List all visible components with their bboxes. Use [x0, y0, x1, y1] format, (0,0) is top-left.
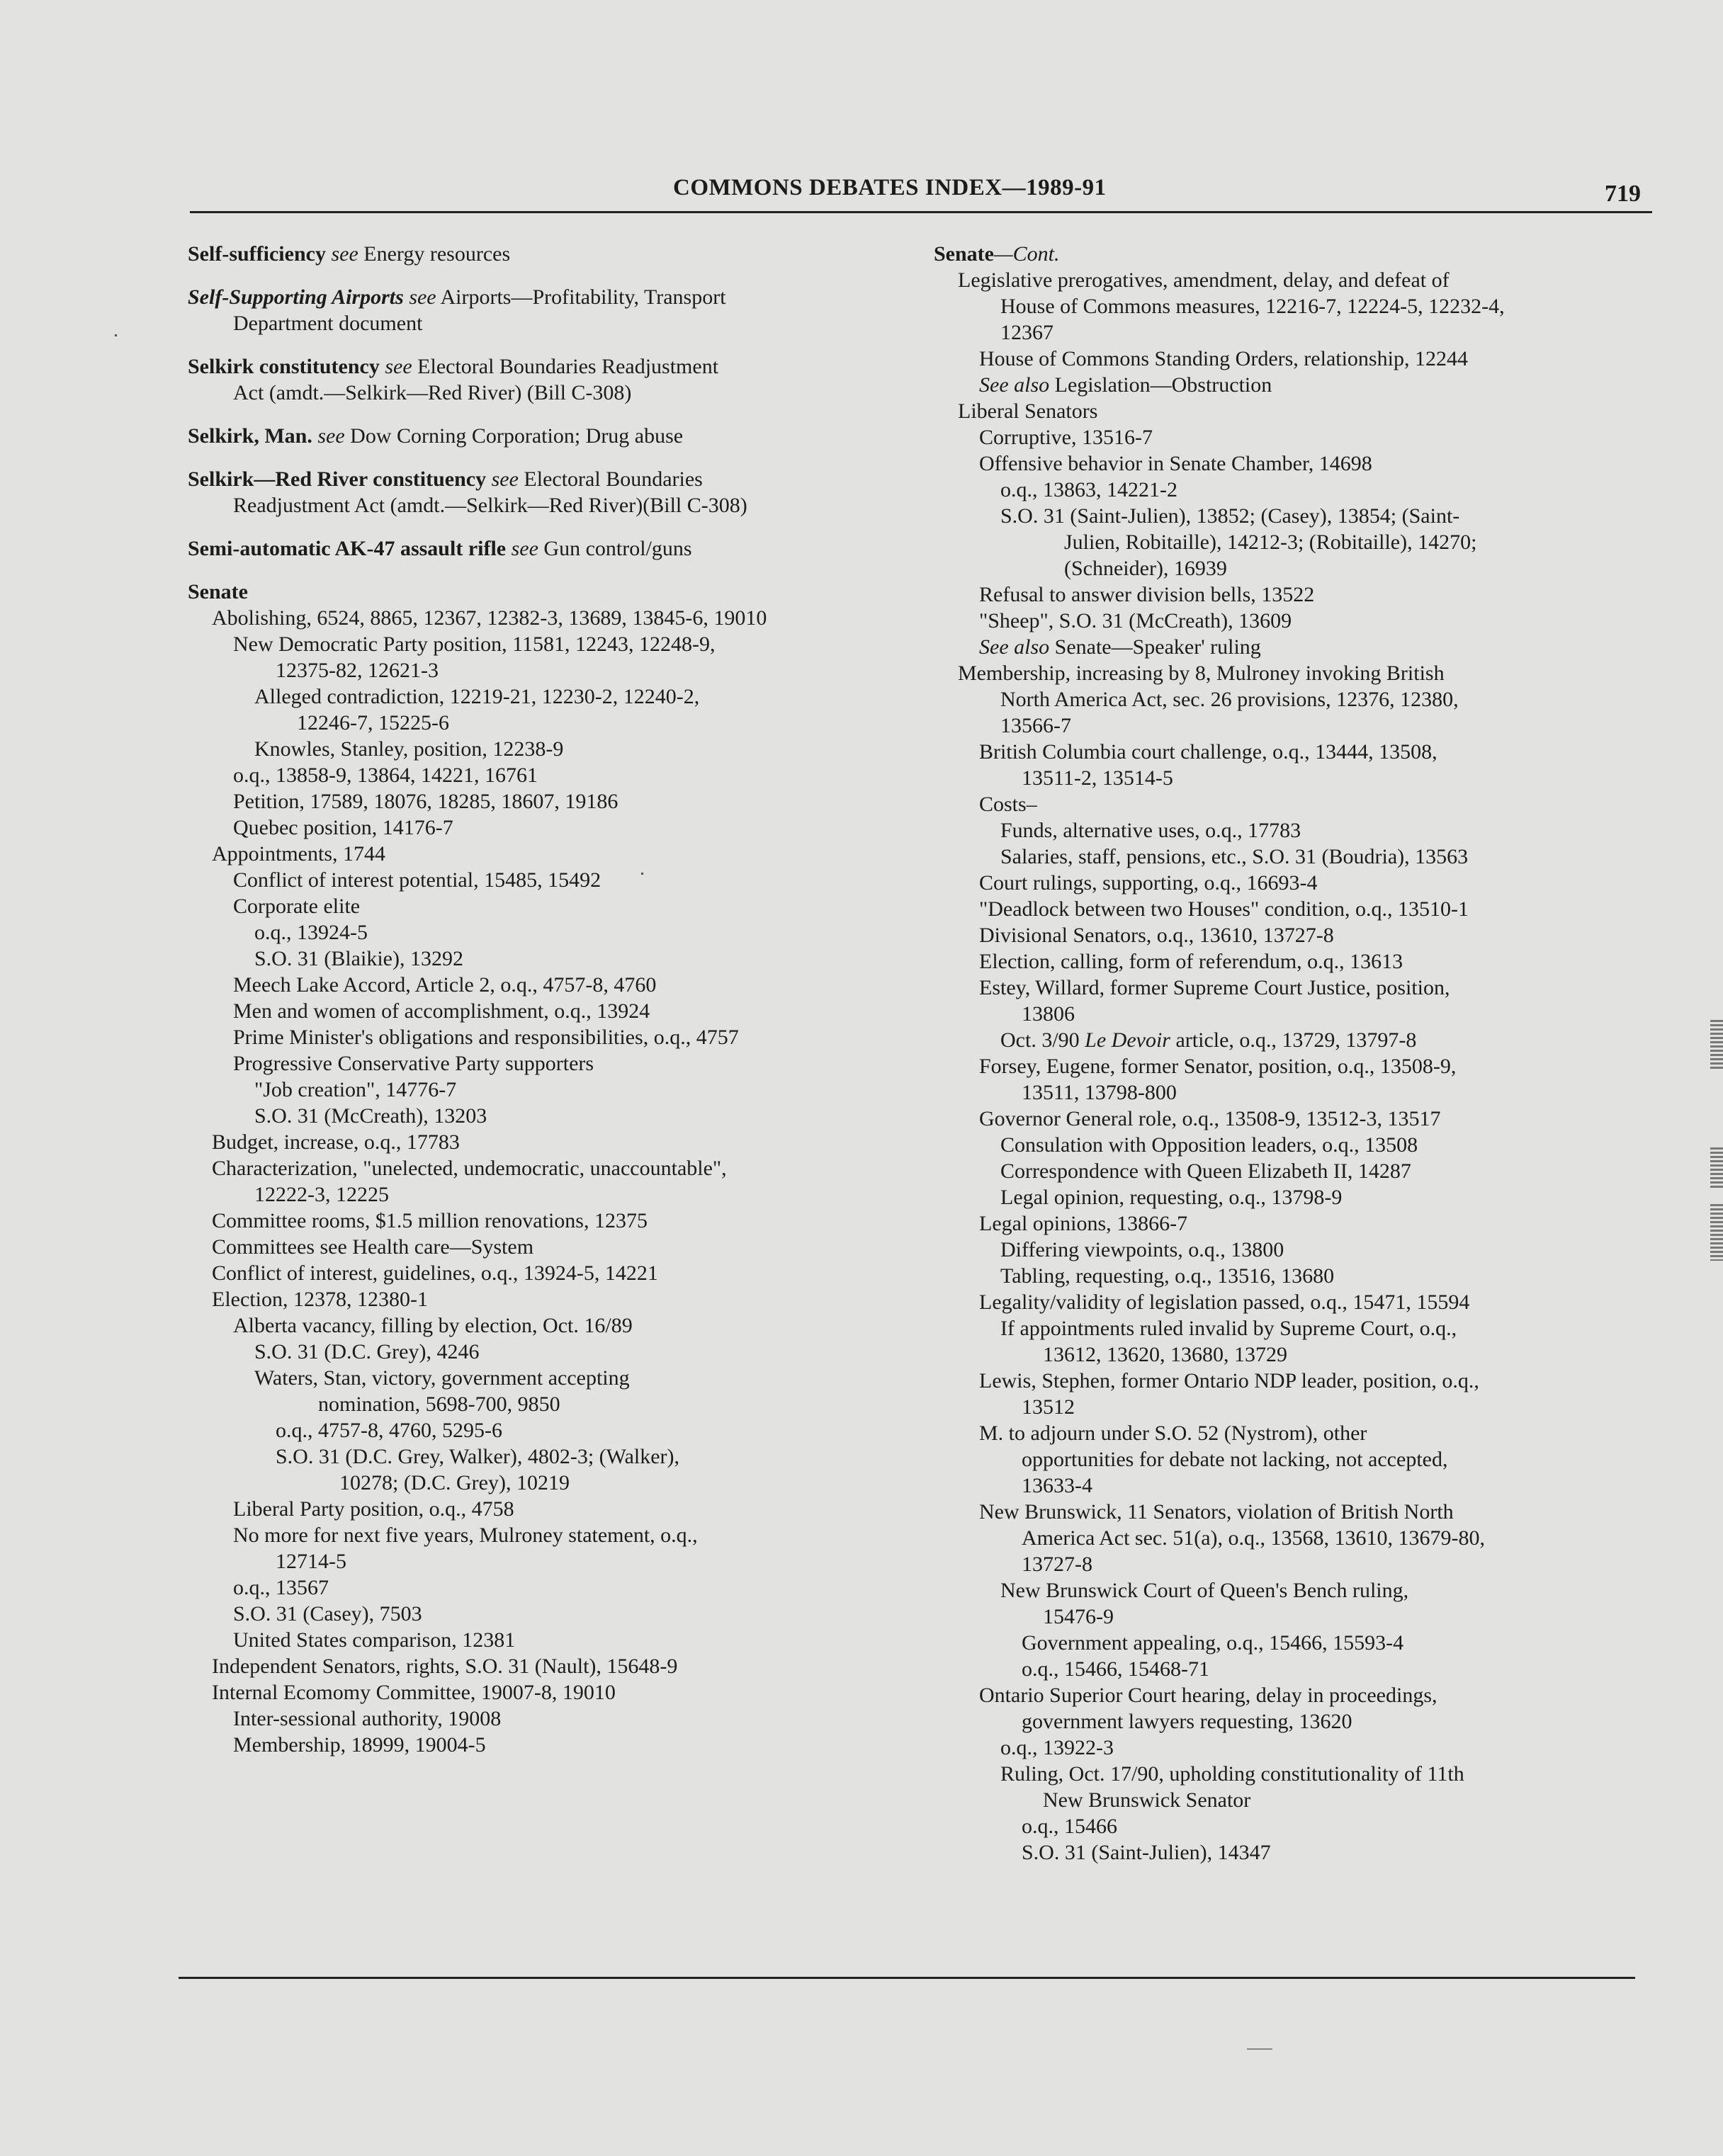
- index-entry: [188, 972, 903, 998]
- heading-term: Selkirk—Red River constituency: [188, 467, 487, 491]
- index-entry: [934, 1735, 1649, 1761]
- entry-text: Conflict of interest potential, 15485, 15492: [233, 868, 601, 892]
- index-entry: [934, 791, 1649, 817]
- entry-text: Abolishing, 6524, 8865, 12367, 12382-3, 13689, 13845-6, 19010: [212, 606, 767, 630]
- entry-text: 13633-4: [1022, 1474, 1092, 1497]
- index-entry: [188, 1312, 903, 1339]
- index-entry: [934, 555, 1649, 581]
- entry-text: S.O. 31 (McCreath), 13203: [254, 1104, 487, 1128]
- entry-text: article, o.q., 13729, 13797-8: [1175, 1028, 1417, 1052]
- entry-text: America Act sec. 51(a), o.q., 13568, 13610, 13679-80,: [1022, 1526, 1486, 1550]
- index-heading: [188, 535, 903, 562]
- entry-text: Knowles, Stanley, position, 12238-9: [254, 737, 564, 761]
- entry-text: New Brunswick, 11 Senators, violation of British North: [979, 1500, 1454, 1524]
- entry-text: Corruptive, 13516-7: [979, 426, 1153, 449]
- index-entry: [934, 450, 1649, 477]
- index-entry: [934, 1263, 1649, 1289]
- see-reference-marker: see: [317, 424, 345, 448]
- entry-text: Characterization, "unelected, undemocratic, unaccountable",: [212, 1157, 727, 1180]
- see-reference-target: Dow Corning Corporation; Drug abuse: [350, 424, 684, 448]
- entry-text: o.q., 4757-8, 4760, 5295-6: [276, 1419, 502, 1442]
- index-entry: [188, 841, 903, 867]
- index-entry: [934, 870, 1649, 896]
- index-entry: [934, 372, 1649, 398]
- entry-text: Petition, 17589, 18076, 18285, 18607, 19186: [233, 790, 618, 813]
- index-entry: [934, 1001, 1649, 1027]
- entry-text: Legislative prerogatives, amendment, delay, and defeat of: [958, 268, 1450, 292]
- index-entry: [188, 1339, 903, 1365]
- continued-marker: —Cont.: [994, 242, 1060, 266]
- index-entry: [934, 1630, 1649, 1656]
- index-heading: [188, 579, 903, 605]
- entry-text: Election, 12378, 12380-1: [212, 1288, 428, 1311]
- index-entry: [934, 1787, 1649, 1813]
- see-reference-target: Electoral Boundaries Readjustment: [417, 355, 719, 378]
- scan-speck: [1247, 2048, 1272, 2050]
- header-rule: [190, 211, 1652, 213]
- entry-text: Legality/validity of legislation passed, o.q., 15471, 15594: [979, 1290, 1470, 1314]
- heading-term: Senate: [188, 580, 248, 603]
- index-entry: [934, 503, 1649, 529]
- index-entry: [188, 788, 903, 815]
- entry-text: 13806: [1022, 1002, 1075, 1026]
- index-entry: [934, 1132, 1649, 1158]
- index-entry: [934, 1656, 1649, 1682]
- scan-edge-mark: [1710, 1020, 1723, 1070]
- index-entry: [934, 1551, 1649, 1577]
- index-entry: [934, 346, 1649, 372]
- entry-text: S.O. 31 (D.C. Grey), 4246: [254, 1340, 480, 1363]
- entry-text: Legal opinions, 13866-7: [979, 1212, 1188, 1235]
- entry-text: Conflict of interest, guidelines, o.q., 13924-5, 14221: [212, 1261, 658, 1285]
- entry-text: House of Commons Standing Orders, relationship, 12244: [979, 347, 1468, 370]
- entry-text: Correspondence with Queen Elizabeth II, 14287: [1000, 1159, 1411, 1183]
- index-entry: [934, 1053, 1649, 1079]
- see-also-target: Legislation—Obstruction: [1054, 373, 1272, 397]
- index-entry: [188, 1522, 903, 1548]
- entry-text: Ruling, Oct. 17/90, upholding constitutionality of 11th: [1000, 1762, 1464, 1786]
- entry-text: New Brunswick Court of Queen's Bench ruling,: [1000, 1579, 1409, 1602]
- entry-text: Liberal Senators: [958, 399, 1098, 423]
- entry-text: o.q., 15466, 15468-71: [1022, 1657, 1209, 1681]
- index-entry: [934, 1210, 1649, 1237]
- entry-text: New Democratic Party position, 11581, 12243, 12248-9,: [233, 632, 716, 656]
- index-entry: [188, 380, 903, 406]
- entry-text: Membership, 18999, 19004-5: [233, 1733, 486, 1757]
- entry-text: "Deadlock between two Houses" condition, o.q., 13510-1: [979, 897, 1469, 921]
- entry-text: No more for next five years, Mulroney statement, o.q.,: [233, 1524, 698, 1547]
- entry-text: United States comparison, 12381: [233, 1628, 516, 1652]
- index-entry: [934, 1682, 1649, 1708]
- see-also-marker: See also: [979, 373, 1050, 397]
- index-entry: [188, 1077, 903, 1103]
- entry-text: o.q., 13567: [233, 1576, 329, 1599]
- index-entry: [188, 657, 903, 683]
- entry-text: Waters, Stan, victory, government accepting: [254, 1366, 630, 1390]
- index-entry: [188, 867, 903, 893]
- entry-text: 15476-9: [1043, 1605, 1114, 1628]
- entry-text: 13727-8: [1022, 1553, 1092, 1576]
- entry-text: 12246-7, 15225-6: [297, 711, 449, 734]
- index-entry: [188, 815, 903, 841]
- index-entry: [934, 739, 1649, 765]
- index-entry: [188, 1443, 903, 1470]
- entry-text: Alberta vacancy, filling by election, Oct. 16/89: [233, 1314, 633, 1337]
- entry-text: 13566-7: [1000, 714, 1071, 737]
- heading-term: Selkirk constitutency: [188, 355, 380, 378]
- index-entry: [934, 1420, 1649, 1446]
- see-reference-target: Energy resources: [363, 242, 511, 266]
- index-entry: [934, 634, 1649, 660]
- entry-text: Divisional Senators, o.q., 13610, 13727-8: [979, 924, 1334, 947]
- index-entry: [188, 710, 903, 736]
- see-reference-marker: see: [491, 467, 519, 491]
- index-entry: [934, 948, 1649, 975]
- entry-text: Election, calling, form of referendum, o.q., 13613: [979, 950, 1403, 973]
- index-entry: [188, 1155, 903, 1181]
- entry-text: Committee rooms, $1.5 million renovations, 12375: [212, 1209, 648, 1232]
- entry-text: 13612, 13620, 13680, 13729: [1043, 1343, 1287, 1366]
- index-entry: [188, 683, 903, 710]
- index-entry: [188, 1575, 903, 1601]
- index-entry: [934, 1839, 1649, 1866]
- index-entry: [188, 1234, 903, 1260]
- entry-text: North America Act, sec. 26 provisions, 12376, 12380,: [1000, 688, 1459, 711]
- index-entry: [934, 1394, 1649, 1420]
- see-reference-target: Gun control/guns: [543, 537, 692, 560]
- page-number: 719: [1605, 181, 1641, 207]
- entry-text: 13512: [1022, 1395, 1075, 1419]
- index-entry: [934, 267, 1649, 293]
- index-entry: [188, 310, 903, 336]
- entry-text: Readjustment Act (amdt.—Selkirk—Red River)(Bill C-308): [233, 494, 747, 517]
- entry-text: 12367: [1000, 321, 1053, 344]
- index-entry: [188, 1706, 903, 1732]
- entry-text: Corporate elite: [233, 895, 361, 918]
- scan-speck: [115, 334, 117, 336]
- index-entry: [188, 1024, 903, 1050]
- index-entry: [934, 1708, 1649, 1735]
- entry-text: Prime Minister's obligations and responsibilities, o.q., 4757: [233, 1026, 739, 1049]
- entry-text: 12222-3, 12225: [254, 1183, 389, 1206]
- index-entry: [934, 1106, 1649, 1132]
- index-entry: [188, 1601, 903, 1627]
- footer-rule: [179, 1977, 1635, 1979]
- index-entry: [934, 765, 1649, 791]
- index-entry: [934, 1577, 1649, 1604]
- index-entry: [934, 424, 1649, 450]
- index-heading: [188, 353, 903, 380]
- entry-text: Lewis, Stephen, former Ontario NDP leader, position, o.q.,: [979, 1369, 1479, 1392]
- index-entry: [188, 736, 903, 762]
- index-entry: [934, 1237, 1649, 1263]
- index-heading: [934, 241, 1649, 267]
- entry-text: (Schneider), 16939: [1064, 557, 1227, 580]
- entry-text: Court rulings, supporting, o.q., 16693-4: [979, 871, 1318, 895]
- entry-text: Government appealing, o.q., 15466, 15593-4: [1022, 1631, 1404, 1655]
- entry-text: Forsey, Eugene, former Senator, position, o.q., 13508-9,: [979, 1055, 1457, 1078]
- index-entry: [934, 922, 1649, 948]
- entry-text: 13511-2, 13514-5: [1022, 766, 1173, 790]
- index-entry: [934, 1761, 1649, 1787]
- entry-text: New Brunswick Senator: [1043, 1788, 1251, 1812]
- entry-text: M. to adjourn under S.O. 52 (Nystrom), other: [979, 1422, 1367, 1445]
- entry-text: Costs–: [979, 793, 1037, 816]
- index-entry: [188, 1417, 903, 1443]
- entry-text: o.q., 13922-3: [1000, 1736, 1114, 1759]
- entry-text: Offensive behavior in Senate Chamber, 14698: [979, 452, 1372, 475]
- entry-text: Tabling, requesting, o.q., 13516, 13680: [1000, 1264, 1335, 1288]
- index-entry: [188, 919, 903, 946]
- index-entry: [934, 1315, 1649, 1341]
- index-entry: [188, 1181, 903, 1208]
- index-entry: [188, 1103, 903, 1129]
- index-entry: [188, 1732, 903, 1758]
- entry-text: "Sheep", S.O. 31 (McCreath), 13609: [979, 609, 1292, 632]
- index-entry: [934, 1499, 1649, 1525]
- index-entry: [188, 1208, 903, 1234]
- entry-text: Independent Senators, rights, S.O. 31 (Nault), 15648-9: [212, 1655, 678, 1678]
- entry-text: S.O. 31 (Casey), 7503: [233, 1602, 422, 1625]
- entry-text: Alleged contradiction, 12219-21, 12230-2, 12240-2,: [254, 685, 700, 708]
- see-reference-marker: see: [511, 537, 538, 560]
- index-entry: [188, 1286, 903, 1312]
- index-entry: [934, 398, 1649, 424]
- see-reference-marker: see: [409, 285, 436, 309]
- index-entry: [188, 1260, 903, 1286]
- index-entry: [188, 1679, 903, 1706]
- see-reference-marker: see: [385, 355, 412, 378]
- heading-term: Senate: [934, 242, 994, 266]
- index-heading: [188, 423, 903, 449]
- index-entry: [188, 1470, 903, 1496]
- entry-text: Funds, alternative uses, o.q., 17783: [1000, 819, 1301, 842]
- entry-text: Ontario Superior Court hearing, delay in proceedings,: [979, 1684, 1437, 1707]
- entry-text: S.O. 31 (Saint-Julien), 13852; (Casey), 13854; (Saint-: [1000, 504, 1460, 528]
- entry-text: S.O. 31 (D.C. Grey, Walker), 4802-3; (Walker),: [276, 1445, 680, 1468]
- entry-text: 10278; (D.C. Grey), 10219: [339, 1471, 570, 1494]
- scan-speck: [641, 873, 643, 875]
- entry-text: Julien, Robitaille), 14212-3; (Robitaille), 14270;: [1064, 531, 1477, 554]
- entry-text: nomination, 5698-700, 9850: [318, 1392, 560, 1416]
- index-entry: [188, 1496, 903, 1522]
- scan-edge-mark: [1710, 1204, 1723, 1261]
- index-entry: [188, 492, 903, 518]
- index-entry: [934, 1473, 1649, 1499]
- entry-text: British Columbia court challenge, o.q., 13444, 13508,: [979, 740, 1437, 764]
- see-also-marker: See also: [979, 635, 1050, 659]
- heading-term: Self-Supporting Airports: [188, 285, 404, 309]
- publication-title: Le Devoir: [1085, 1028, 1170, 1052]
- index-entry: [188, 605, 903, 631]
- entry-text: Estey, Willard, former Supreme Court Justice, position,: [979, 976, 1450, 999]
- see-reference-marker: see: [331, 242, 358, 266]
- running-header: COMMONS DEBATES INDEX—1989-91: [673, 175, 1107, 200]
- entry-text: Progressive Conservative Party supporters: [233, 1052, 594, 1075]
- see-reference-target: Airports—Profitability, Transport: [440, 285, 726, 309]
- index-entry: [188, 893, 903, 919]
- entry-text: Men and women of accomplishment, o.q., 13924: [233, 999, 650, 1023]
- index-entry: [934, 844, 1649, 870]
- index-entry: [934, 1079, 1649, 1106]
- entry-text: Appointments, 1744: [212, 842, 385, 866]
- index-entry: [934, 608, 1649, 634]
- entry-text: Salaries, staff, pensions, etc., S.O. 31 (Boudria), 13563: [1000, 845, 1469, 868]
- entry-text: government lawyers requesting, 13620: [1022, 1710, 1352, 1733]
- index-entry: [934, 293, 1649, 319]
- index-entry: [188, 762, 903, 788]
- index-entry: [934, 1525, 1649, 1551]
- index-entry: [934, 713, 1649, 739]
- see-reference-target: Electoral Boundaries: [524, 467, 703, 491]
- entry-text: Differing viewpoints, o.q., 13800: [1000, 1238, 1284, 1261]
- entry-text: Budget, increase, o.q., 17783: [212, 1130, 460, 1154]
- index-entry: [934, 319, 1649, 346]
- entry-text: opportunities for debate not lacking, not accepted,: [1022, 1448, 1448, 1471]
- index-entry: [188, 1548, 903, 1575]
- entry-text: If appointments ruled invalid by Supreme Court, o.q.,: [1000, 1317, 1457, 1340]
- entry-text: Governor General role, o.q., 13508-9, 13512-3, 13517: [979, 1107, 1441, 1130]
- index-entry: [188, 998, 903, 1024]
- index-entry: [188, 1391, 903, 1417]
- index-entry: [934, 1289, 1649, 1315]
- entry-text: Department document: [233, 312, 423, 335]
- index-entry: [934, 975, 1649, 1001]
- entry-text: Membership, increasing by 8, Mulroney invoking British: [958, 662, 1445, 685]
- index-heading: [188, 284, 903, 310]
- heading-term: Selkirk, Man.: [188, 424, 312, 448]
- index-entry: [934, 1341, 1649, 1368]
- entry-text: Quebec position, 14176-7: [233, 816, 453, 839]
- right-column: [934, 241, 1649, 1866]
- entry-text: Oct. 3/90: [1000, 1028, 1080, 1052]
- index-entry: [188, 1129, 903, 1155]
- index-entry: [934, 1184, 1649, 1210]
- index-entry: [188, 946, 903, 972]
- entry-text: S.O. 31 (Saint-Julien), 14347: [1022, 1841, 1271, 1864]
- entry-text: 12714-5: [276, 1550, 346, 1573]
- left-column: [188, 241, 903, 1758]
- index-entry: [934, 1027, 1649, 1053]
- index-entry: [188, 631, 903, 657]
- entry-text: House of Commons measures, 12216-7, 12224-5, 12232-4,: [1000, 295, 1505, 318]
- entry-text: o.q., 15466: [1022, 1815, 1117, 1838]
- index-entry: [934, 1813, 1649, 1839]
- entry-text: Inter-sessional authority, 19008: [233, 1707, 502, 1730]
- see-also-target: Senate—Speaker' ruling: [1054, 635, 1261, 659]
- entry-text: S.O. 31 (Blaikie), 13292: [254, 947, 463, 970]
- index-entry: [934, 477, 1649, 503]
- index-entry: [188, 1627, 903, 1653]
- index-entry: [934, 1158, 1649, 1184]
- index-entry: [934, 660, 1649, 686]
- entry-text: Meech Lake Accord, Article 2, o.q., 4757-8, 4760: [233, 973, 657, 997]
- entry-text: Liberal Party position, o.q., 4758: [233, 1497, 514, 1521]
- scan-edge-mark: [1710, 1147, 1723, 1190]
- entry-text: o.q., 13858-9, 13864, 14221, 16761: [233, 764, 538, 787]
- index-entry: [934, 817, 1649, 844]
- heading-term: Semi-automatic AK-47 assault rifle: [188, 537, 507, 560]
- index-heading: [188, 466, 903, 492]
- index-heading: [188, 241, 903, 267]
- index-entry: [934, 686, 1649, 713]
- entry-text: Legal opinion, requesting, o.q., 13798-9: [1000, 1186, 1343, 1209]
- entry-text: 13511, 13798-800: [1022, 1081, 1177, 1104]
- entry-text: 12375-82, 12621-3: [276, 659, 439, 682]
- entry-text: Committees see Health care—System: [212, 1235, 534, 1259]
- index-entry: [934, 1446, 1649, 1473]
- index-entry: [934, 581, 1649, 608]
- index-entry: [934, 896, 1649, 922]
- index-entry: [188, 1653, 903, 1679]
- entry-text: Internal Ecomomy Committee, 19007-8, 19010: [212, 1681, 616, 1704]
- index-entry: [188, 1050, 903, 1077]
- heading-term: Self-sufficiency: [188, 242, 326, 266]
- entry-text: Refusal to answer division bells, 13522: [979, 583, 1315, 606]
- index-entry: [934, 1604, 1649, 1630]
- entry-text: o.q., 13924-5: [254, 921, 368, 944]
- index-entry: [188, 1365, 903, 1391]
- entry-text: "Job creation", 14776-7: [254, 1078, 457, 1101]
- index-entry: [934, 1368, 1649, 1394]
- index-entry: [934, 529, 1649, 555]
- entry-text: Consulation with Opposition leaders, o.q., 13508: [1000, 1133, 1418, 1157]
- entry-text: o.q., 13863, 14221-2: [1000, 478, 1177, 501]
- entry-text: Act (amdt.—Selkirk—Red River) (Bill C-308): [233, 381, 632, 404]
